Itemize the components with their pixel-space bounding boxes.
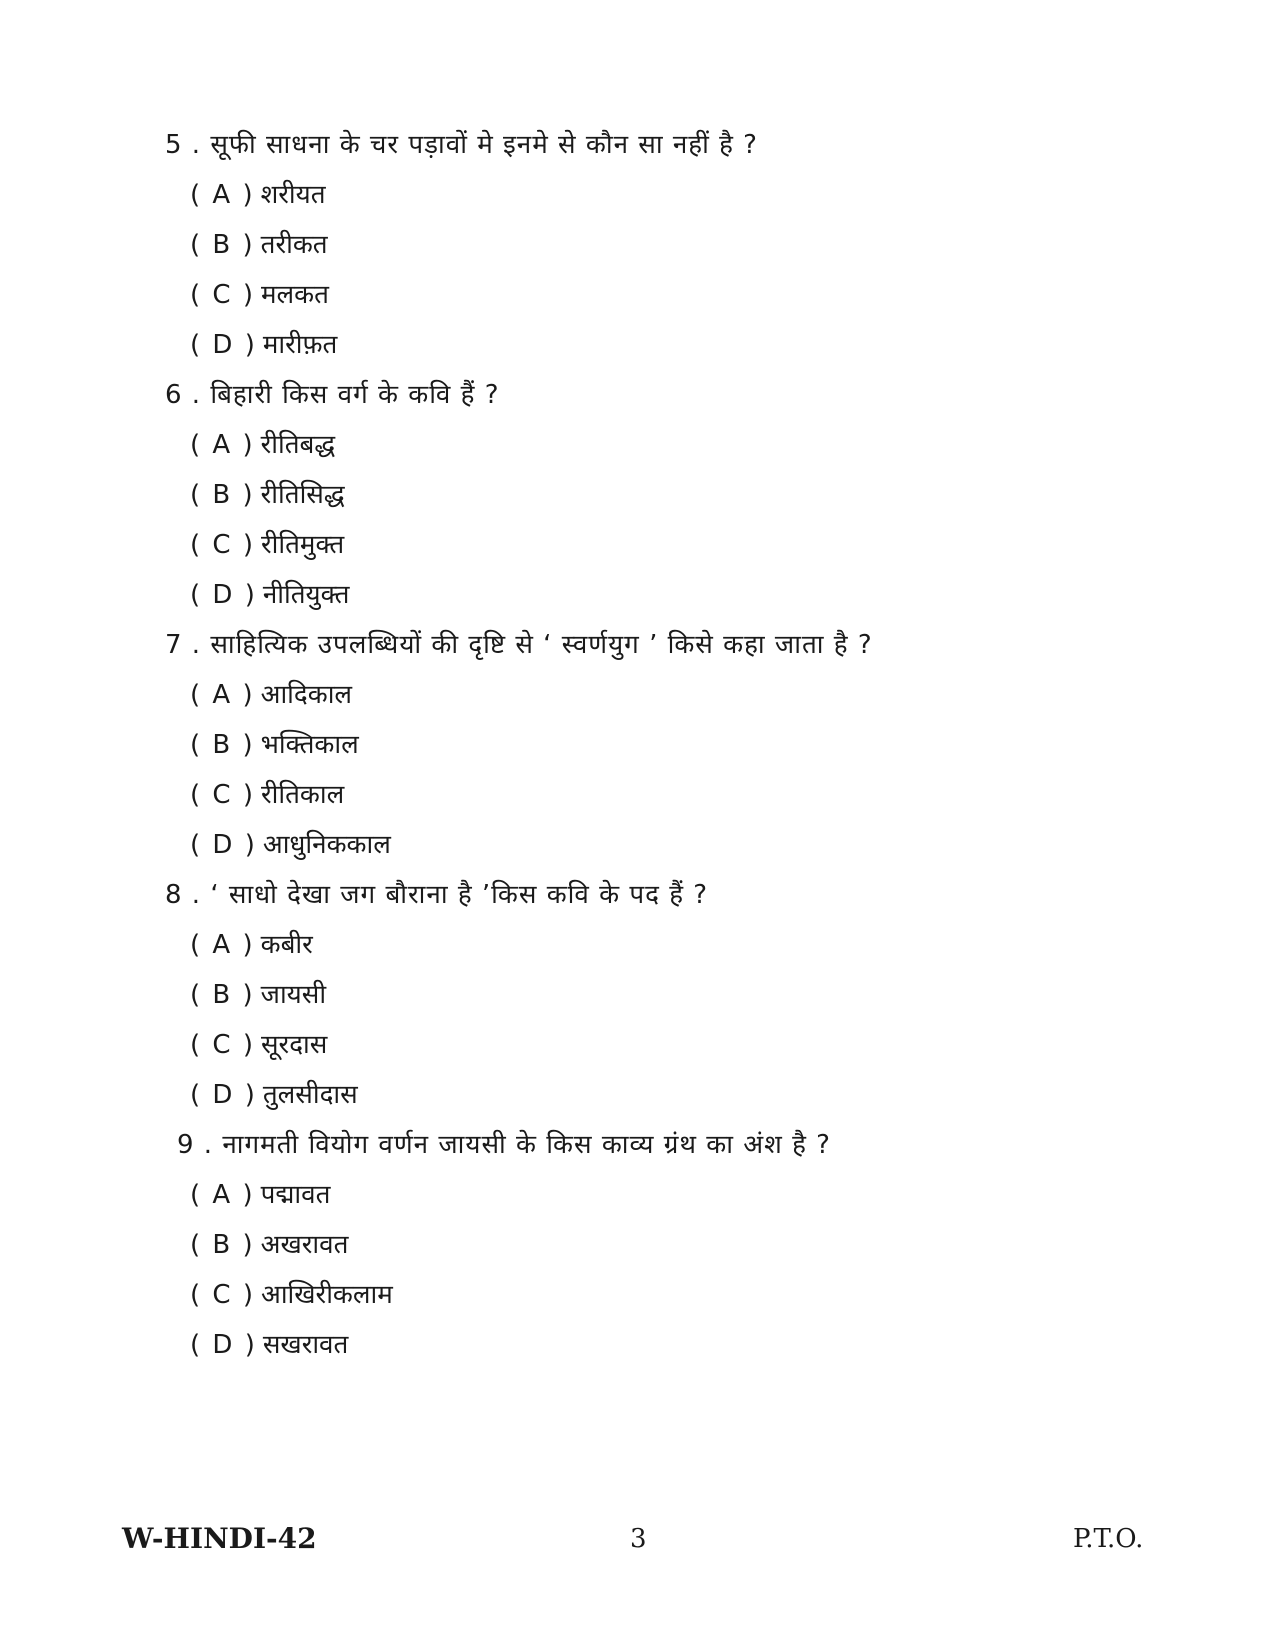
question-5-option-a [190, 178, 326, 212]
option-text: सखरावत [262, 1330, 349, 1360]
option-letter: ( B ) [190, 230, 255, 260]
option-letter: ( A ) [190, 430, 255, 460]
option-letter: ( B ) [190, 480, 255, 510]
option-letter: ( A ) [190, 680, 255, 710]
question-6-option-c [190, 528, 344, 562]
option-letter: ( C ) [190, 530, 255, 560]
option-text: आधुनिककाल [262, 830, 391, 860]
question-number: 6 . [165, 380, 202, 410]
option-letter: ( C ) [190, 780, 255, 810]
question-7-option-a [190, 678, 352, 712]
question-text: ‘ साधो देखा जग बौराना है ’किस कवि के पद हैं ? [210, 880, 709, 910]
option-letter: ( D ) [190, 830, 257, 860]
question-7 [165, 628, 873, 662]
option-letter: ( B ) [190, 980, 255, 1010]
option-text: नीतियुक्त [262, 580, 350, 610]
option-letter: ( A ) [190, 930, 255, 960]
paper-code: W-HINDI-42 [122, 1522, 317, 1555]
question-8-option-a [190, 928, 313, 962]
option-letter: ( B ) [190, 730, 255, 760]
option-text: पद्मावत [260, 1180, 331, 1210]
question-9-option-b [190, 1228, 348, 1262]
option-letter: ( D ) [190, 580, 257, 610]
option-text: रीतिकाल [260, 780, 345, 810]
question-6-option-b [190, 478, 345, 512]
option-letter: ( D ) [190, 1330, 257, 1360]
question-number: 5 . [165, 130, 202, 160]
option-text: अखरावत [260, 1230, 349, 1260]
question-8-option-c [190, 1028, 327, 1062]
option-text: भक्तिकाल [260, 730, 359, 760]
option-letter: ( C ) [190, 1030, 255, 1060]
question-9-option-a [190, 1178, 330, 1212]
question-7-option-c [190, 778, 344, 812]
option-text: कबीर [260, 930, 313, 960]
question-8-option-d [190, 1078, 358, 1112]
question-text: नागमती वियोग वर्णन जायसी के किस काव्य ग्रंथ का अंश है ? [222, 1130, 831, 1160]
option-text: शरीयत [260, 180, 326, 210]
option-letter: ( D ) [190, 1080, 257, 1110]
option-text: मारीफ़त [262, 330, 338, 360]
question-8 [165, 878, 708, 912]
option-text: जायसी [260, 980, 327, 1010]
question-number: 8 . [165, 880, 202, 910]
question-6-option-d [190, 578, 349, 612]
question-5-option-b [190, 228, 328, 262]
question-5 [165, 128, 758, 162]
pto-label: P.T.O. [1073, 1524, 1144, 1554]
option-text: सूरदास [260, 1030, 328, 1060]
option-letter: ( B ) [190, 1230, 255, 1260]
question-5-option-c [190, 278, 329, 312]
question-text: साहित्यिक उपलब्धियों की दृष्टि से ‘ स्वर्णयुग ’ किसे कहा जाता है ? [210, 630, 873, 660]
question-9 [177, 1128, 831, 1162]
option-text: रीतिबद्ध [260, 430, 336, 460]
question-6 [165, 378, 500, 412]
option-text: रीतिसिद्ध [260, 480, 345, 510]
question-8-option-b [190, 978, 326, 1012]
option-text: आदिकाल [260, 680, 353, 710]
option-letter: ( A ) [190, 180, 255, 210]
option-letter: ( C ) [190, 1280, 255, 1310]
question-number: 9 . [177, 1130, 214, 1160]
question-7-option-b [190, 728, 359, 762]
option-text: मलकत [260, 280, 329, 310]
question-text: बिहारी किस वर्ग के कवि हैं ? [210, 380, 500, 410]
option-letter: ( C ) [190, 280, 255, 310]
question-7-option-d [190, 828, 391, 862]
question-9-option-d [190, 1328, 348, 1362]
question-text: सूफी साधना के चर पड़ावों मे इनमे से कौन सा नहीं है ? [210, 130, 758, 160]
question-5-option-d [190, 328, 337, 362]
question-9-option-c [190, 1278, 393, 1312]
page-number: 3 [630, 1524, 647, 1554]
option-letter: ( D ) [190, 330, 257, 360]
question-6-option-a [190, 428, 335, 462]
option-text: रीतिमुक्त [260, 530, 345, 560]
option-letter: ( A ) [190, 1180, 255, 1210]
option-text: तुलसीदास [262, 1080, 358, 1110]
question-number: 7 . [165, 630, 202, 660]
option-text: तरीकत [260, 230, 328, 260]
option-text: आखिरीकलाम [260, 1280, 393, 1310]
